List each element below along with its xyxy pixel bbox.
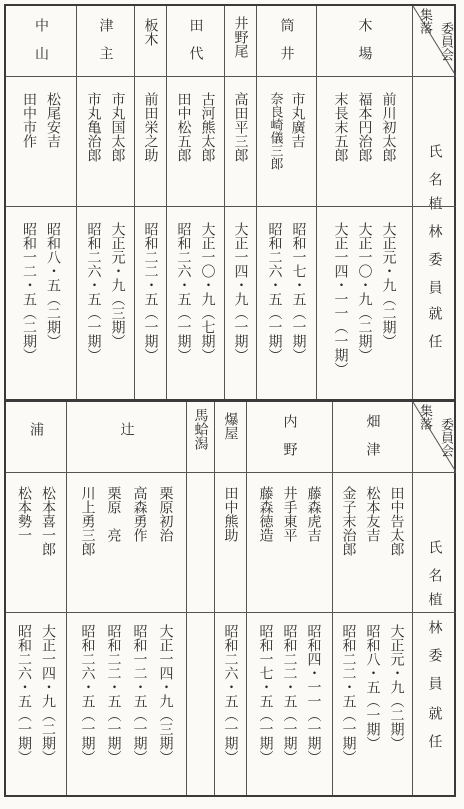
member-name: 井手東平	[281, 486, 298, 542]
member-name: 市丸亀治郎	[85, 92, 102, 162]
village-name: 畑 津	[364, 414, 381, 456]
village-column	[316, 6, 412, 399]
appointment-date: 大正元・九（三期）	[109, 222, 126, 348]
village-name: 馬蛤潟	[192, 408, 209, 450]
village-name: 田 代	[187, 18, 204, 60]
header-appointed-label: 就 任	[426, 706, 443, 748]
appointment-date: 昭和二六・五（一期）	[222, 624, 239, 764]
header-name-label: 氏 名	[426, 144, 443, 186]
village-column	[76, 6, 134, 399]
appointment-date: 昭和二二・五（一期）	[281, 624, 298, 764]
village-name: 筒 井	[278, 18, 295, 60]
header-column	[412, 402, 456, 795]
appointment-date: 大正元・九（二期）	[380, 222, 397, 348]
appointment-date: 昭和一七・五（一期）	[290, 222, 307, 362]
member-name: 前田栄之助	[142, 92, 159, 162]
village-column	[6, 6, 76, 399]
committee-table-2	[4, 401, 456, 797]
member-name: 藤森徳造	[257, 486, 274, 542]
appointment-date: 昭和二二・五（一期）	[142, 222, 159, 362]
member-name: 金子末治郎	[340, 486, 357, 556]
village-column	[186, 402, 214, 795]
member-name: 高森勇作	[131, 486, 148, 542]
appointment-date: 昭和一二・五（二期）	[21, 222, 37, 362]
village-column	[134, 6, 166, 399]
member-name: 松本喜一郎	[40, 486, 56, 556]
member-name: 末長末五郎	[332, 92, 349, 162]
appointment-date: 大正一四・九（三期）	[157, 624, 174, 764]
appointment-date: 大正一〇・九（二期）	[356, 222, 373, 362]
member-name: 前川初太郎	[380, 92, 397, 162]
village-column	[224, 6, 256, 399]
appointment-date: 昭和八・五（二期）	[45, 222, 61, 348]
member-name: 田中告太郎	[388, 486, 405, 556]
village-name: 板木	[142, 18, 159, 46]
member-name: 市丸国太郎	[109, 92, 126, 162]
village-column	[256, 6, 316, 399]
member-name: 松本勢一	[16, 486, 32, 542]
village-column	[66, 402, 186, 795]
header-name-label: 氏 名	[426, 540, 443, 582]
appointment-date: 昭和四・一一（一期）	[305, 624, 322, 764]
appointment-date: 昭和二六・五（一期）	[85, 222, 102, 362]
member-name: 田中市作	[21, 92, 37, 148]
village-column	[332, 402, 412, 795]
member-name: 市丸廣吉	[289, 92, 306, 148]
header-title-label: 植 林 委 員	[426, 196, 443, 294]
village-name: 井野尾	[232, 16, 249, 58]
member-name: 松尾安吉	[45, 92, 61, 148]
member-name: 田中松五郎	[175, 92, 192, 162]
village-name: 辻	[118, 422, 135, 436]
header-committee-label: 委員会	[438, 418, 453, 457]
village-name: 爆屋	[222, 412, 239, 440]
member-name: 福本円治郎	[356, 92, 373, 162]
village-name: 内 野	[281, 414, 298, 456]
header-committee-label: 委員会	[438, 22, 453, 61]
village-column	[246, 402, 332, 795]
village-column	[214, 402, 246, 795]
appointment-date: 昭和二六・五（一期）	[175, 222, 192, 362]
member-name: 川上勇三郎	[79, 486, 96, 556]
appointment-date: 大正一四・九（二期）	[40, 624, 56, 764]
appointment-date: 昭和二六・五（一期）	[266, 222, 283, 362]
member-name: 藤森虎吉	[305, 486, 322, 542]
appointment-date: 昭和二六・五（一期）	[79, 624, 96, 764]
header-column	[412, 6, 456, 399]
village-name: 浦	[28, 422, 44, 436]
header-village-label: 集落	[417, 404, 432, 430]
village-name: 中 山	[33, 18, 49, 60]
appointment-date: 昭和二六・五（一期）	[16, 624, 32, 764]
appointment-date: 昭和一二・五（一期）	[131, 624, 148, 764]
appointment-date: 昭和八・五（一期）	[364, 624, 381, 750]
appointment-date: 大正一四・一一（一期）	[332, 222, 349, 376]
appointment-date: 昭和一七・五（一期）	[257, 624, 274, 764]
header-title-label: 植 林 委 員	[426, 592, 443, 690]
appointment-date: 昭和二二・五（一期）	[105, 624, 122, 764]
member-name: 古河熊太郎	[199, 92, 216, 162]
member-name: 高田平三郎	[232, 92, 249, 162]
appointment-date: 昭和二二・五（一期）	[340, 624, 357, 764]
committee-table-1	[4, 4, 456, 401]
village-column	[166, 6, 224, 399]
member-name: 栗原初治	[157, 486, 174, 542]
member-name: 栗原 亮	[105, 486, 122, 542]
member-name: 奈良崎儀三郎	[267, 92, 283, 170]
header-village-label: 集落	[417, 8, 432, 34]
header-appointed-label: 就 任	[426, 306, 443, 348]
appointment-date: 大正一〇・九（七期）	[199, 222, 216, 362]
appointment-date: 大正元・九（二期）	[388, 624, 405, 750]
member-name: 田中熊助	[222, 486, 239, 542]
appointment-date: 大正一四・九（一期）	[232, 222, 249, 362]
village-column	[6, 402, 66, 795]
member-name: 松本友吉	[364, 486, 381, 542]
village-name: 木 場	[356, 18, 373, 60]
village-name: 津 主	[97, 18, 114, 60]
